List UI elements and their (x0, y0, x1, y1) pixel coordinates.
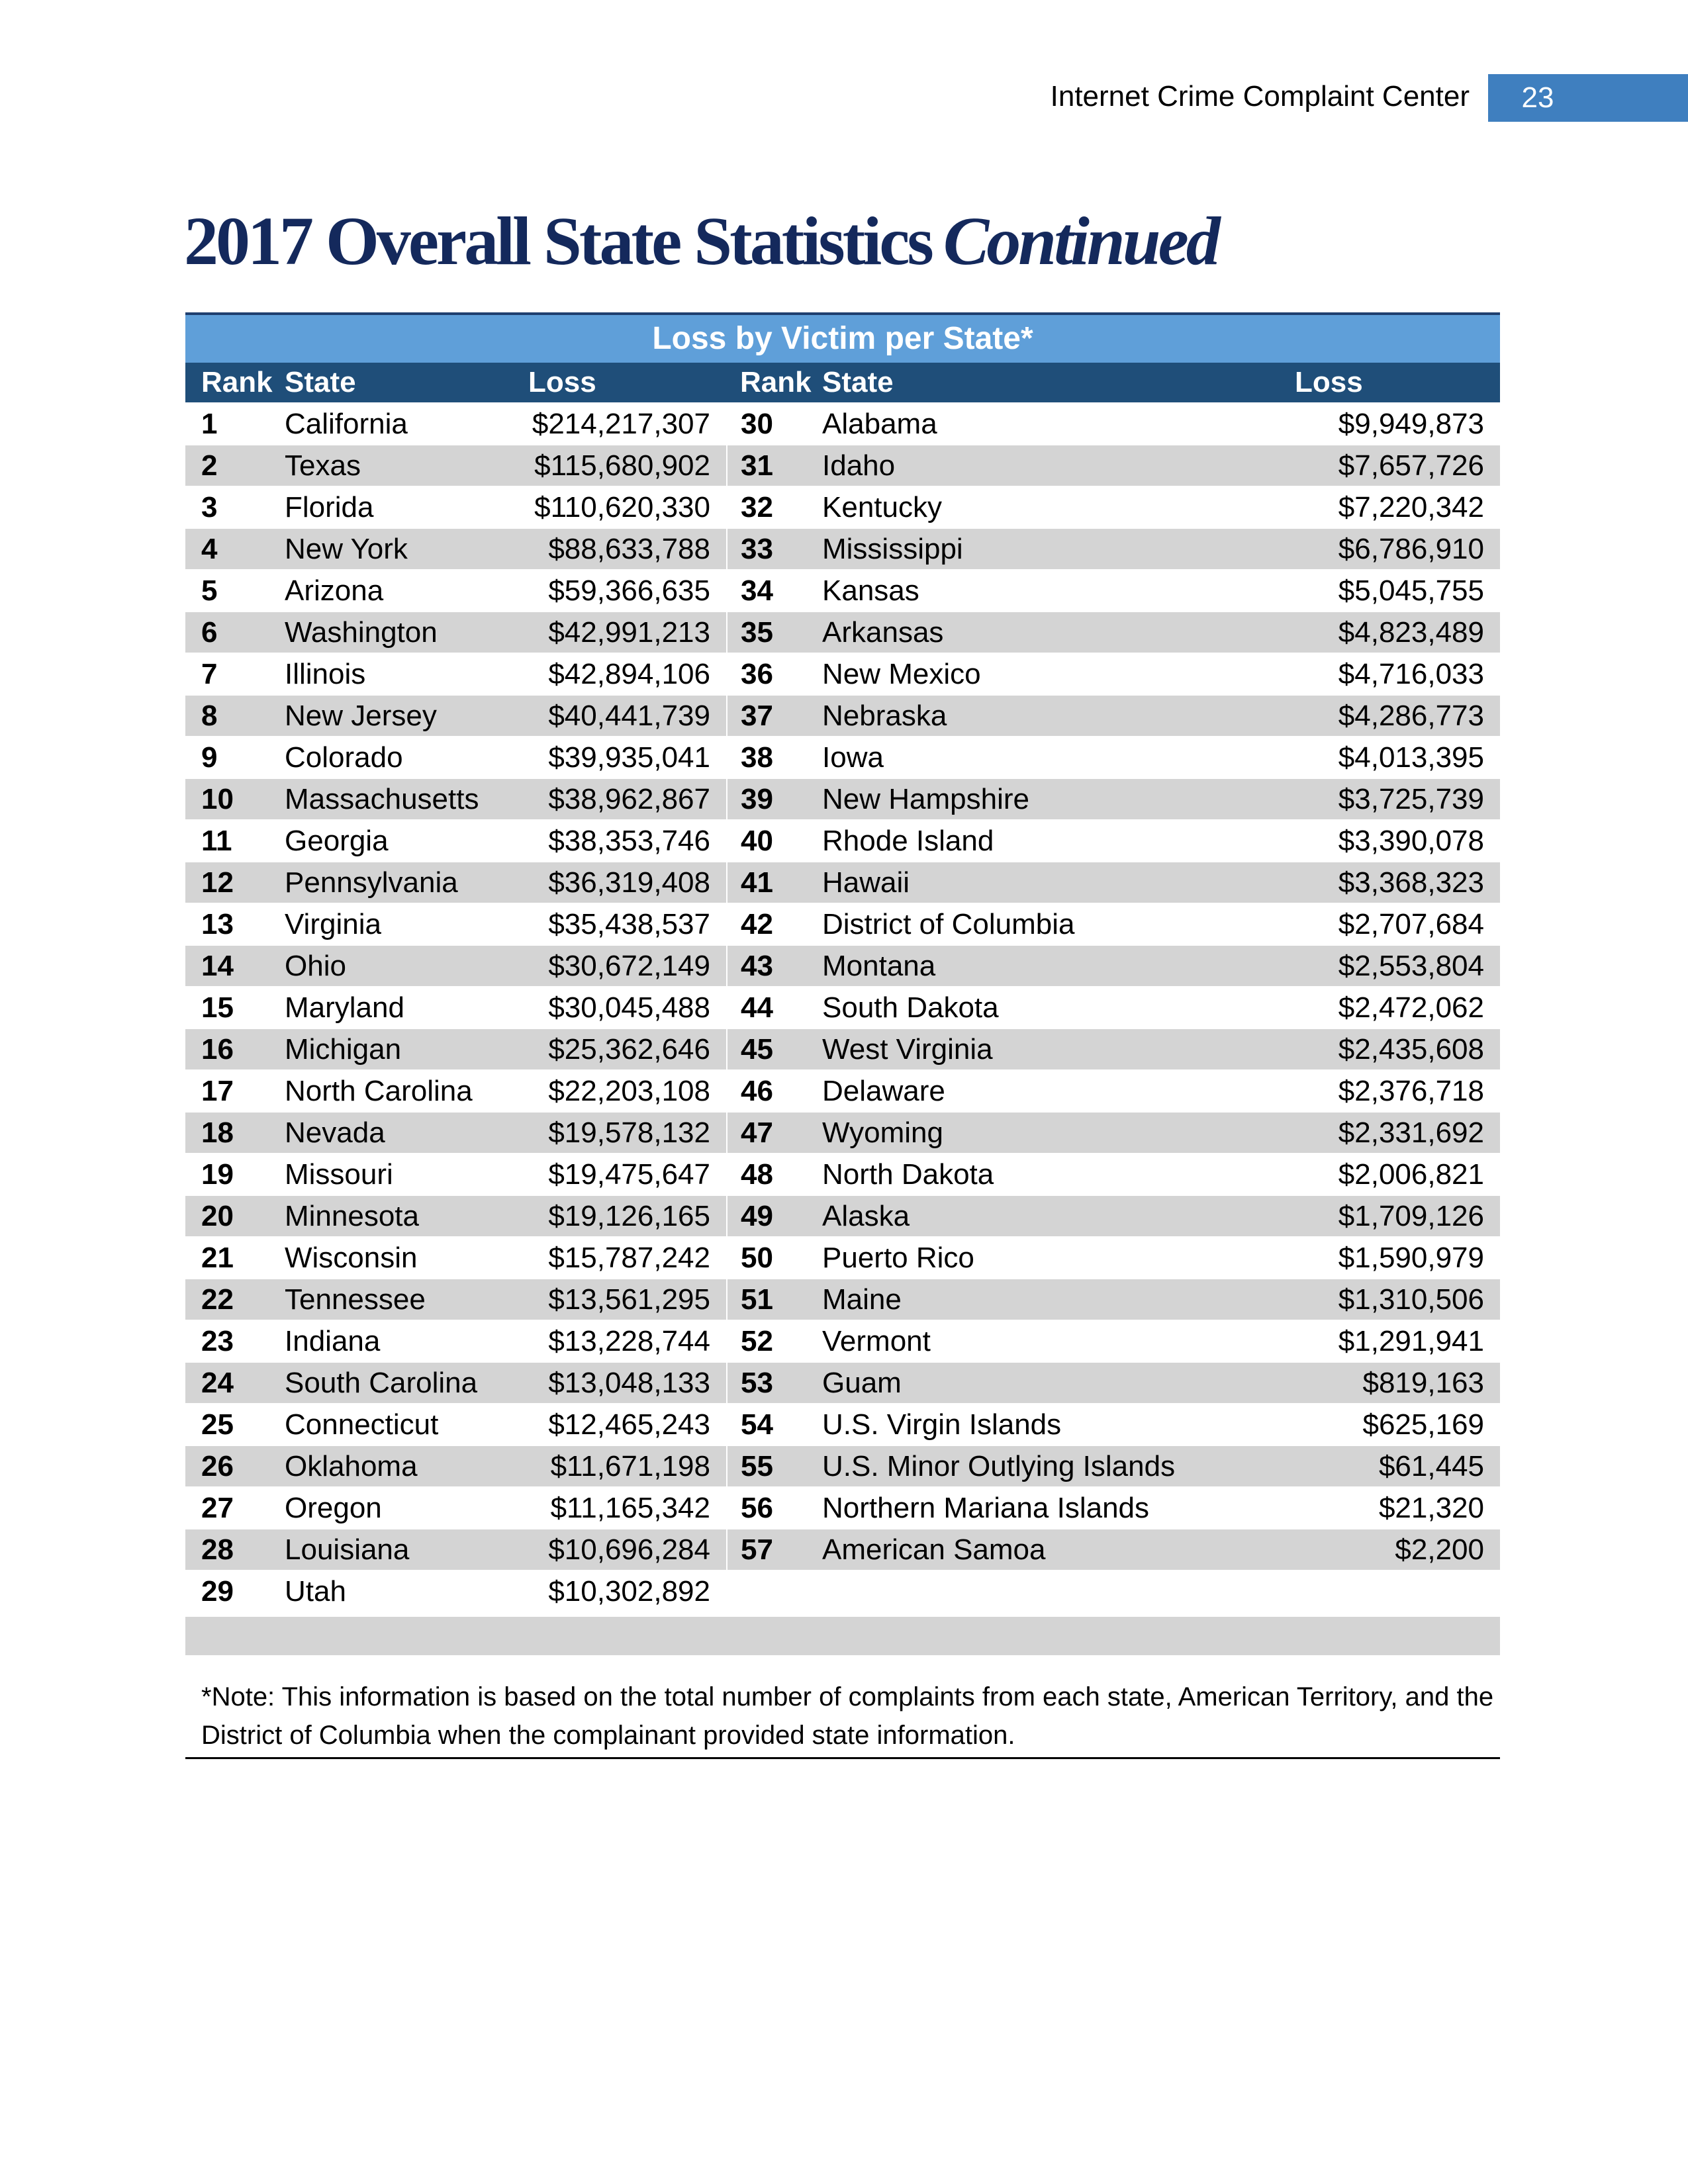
rank-cell: 50 (727, 1237, 822, 1279)
rank-cell: 28 (185, 1529, 285, 1570)
state-cell: Oregon (285, 1487, 528, 1529)
rank-cell: 11 (185, 820, 285, 862)
rank-cell: 30 (727, 403, 822, 445)
state-cell: Arkansas (822, 612, 1252, 653)
state-cell: Idaho (822, 445, 1252, 486)
state-cell: West Virginia (822, 1028, 1252, 1070)
table-row (185, 987, 1500, 1028)
rank-cell: 56 (727, 1487, 822, 1529)
loss-cell: $30,045,488 (528, 987, 727, 1028)
rank-cell: 23 (185, 1320, 285, 1362)
loss-cell: $38,353,746 (528, 820, 727, 862)
rank-cell: 47 (727, 1112, 822, 1154)
state-cell: Alaska (822, 1195, 1252, 1237)
column-header-state: State (285, 363, 528, 403)
rank-cell: 27 (185, 1487, 285, 1529)
state-cell (822, 1570, 1252, 1612)
state-cell: Massachusetts (285, 778, 528, 820)
state-cell: New Mexico (822, 653, 1252, 695)
table-body (185, 403, 1500, 1612)
state-cell: Texas (285, 445, 528, 486)
loss-cell: $1,590,979 (1252, 1237, 1500, 1279)
loss-cell: $4,286,773 (1252, 695, 1500, 737)
loss-cell: $1,291,941 (1252, 1320, 1500, 1362)
loss-cell: $25,362,646 (528, 1028, 727, 1070)
state-cell: South Dakota (822, 987, 1252, 1028)
table-row (185, 1070, 1500, 1112)
state-cell: Wyoming (822, 1112, 1252, 1154)
state-cell: Guam (822, 1362, 1252, 1404)
state-cell: District of Columbia (822, 903, 1252, 945)
table-row (185, 820, 1500, 862)
loss-cell: $21,320 (1252, 1487, 1500, 1529)
rank-cell: 5 (185, 570, 285, 612)
loss-table-container (185, 312, 1500, 1759)
table-row (185, 945, 1500, 987)
state-cell: Maryland (285, 987, 528, 1028)
loss-cell: $2,472,062 (1252, 987, 1500, 1028)
rank-cell: 6 (185, 612, 285, 653)
rank-cell: 32 (727, 486, 822, 528)
state-cell: North Carolina (285, 1070, 528, 1112)
loss-cell: $3,725,739 (1252, 778, 1500, 820)
loss-cell: $2,376,718 (1252, 1070, 1500, 1112)
rank-cell: 34 (727, 570, 822, 612)
rank-cell: 13 (185, 903, 285, 945)
table-row (185, 1028, 1500, 1070)
table-row (185, 1487, 1500, 1529)
rank-cell: 46 (727, 1070, 822, 1112)
table-row (185, 486, 1500, 528)
table-row (185, 1404, 1500, 1445)
loss-cell: $88,633,788 (528, 528, 727, 570)
loss-cell: $19,578,132 (528, 1112, 727, 1154)
rank-cell: 51 (727, 1279, 822, 1320)
state-cell: American Samoa (822, 1529, 1252, 1570)
loss-cell: $13,048,133 (528, 1362, 727, 1404)
rank-cell: 29 (185, 1570, 285, 1612)
column-header-loss: Loss (528, 363, 727, 403)
rank-cell: 8 (185, 695, 285, 737)
state-cell: Oklahoma (285, 1445, 528, 1487)
state-cell: Illinois (285, 653, 528, 695)
rank-cell: 31 (727, 445, 822, 486)
loss-cell: $36,319,408 (528, 862, 727, 903)
loss-cell: $2,200 (1252, 1529, 1500, 1570)
rank-cell: 49 (727, 1195, 822, 1237)
rank-cell: 7 (185, 653, 285, 695)
rank-cell: 52 (727, 1320, 822, 1362)
loss-cell: $35,438,537 (528, 903, 727, 945)
table-row (185, 653, 1500, 695)
loss-cell: $214,217,307 (528, 403, 727, 445)
table-row (185, 903, 1500, 945)
state-cell: Utah (285, 1570, 528, 1612)
loss-cell: $4,716,033 (1252, 653, 1500, 695)
loss-cell: $59,366,635 (528, 570, 727, 612)
loss-cell: $39,935,041 (528, 737, 727, 778)
state-cell: Louisiana (285, 1529, 528, 1570)
table-row (185, 1445, 1500, 1487)
loss-cell: $1,310,506 (1252, 1279, 1500, 1320)
rank-cell: 42 (727, 903, 822, 945)
loss-cell: $9,949,873 (1252, 403, 1500, 445)
state-cell: Florida (285, 486, 528, 528)
rank-cell: 1 (185, 403, 285, 445)
rank-cell: 26 (185, 1445, 285, 1487)
state-cell: New Jersey (285, 695, 528, 737)
column-header-state-2: State (822, 363, 1252, 403)
loss-cell: $40,441,739 (528, 695, 727, 737)
loss-cell: $3,368,323 (1252, 862, 1500, 903)
loss-cell: $4,823,489 (1252, 612, 1500, 653)
state-cell: Michigan (285, 1028, 528, 1070)
state-cell: Maine (822, 1279, 1252, 1320)
state-cell: Tennessee (285, 1279, 528, 1320)
table-row (185, 1529, 1500, 1570)
loss-by-state-table (185, 363, 1500, 1613)
rank-cell: 10 (185, 778, 285, 820)
rank-cell: 14 (185, 945, 285, 987)
rank-cell: 45 (727, 1028, 822, 1070)
state-cell: Iowa (822, 737, 1252, 778)
rank-cell: 37 (727, 695, 822, 737)
loss-cell: $2,553,804 (1252, 945, 1500, 987)
loss-cell: $110,620,330 (528, 486, 727, 528)
rank-cell: 20 (185, 1195, 285, 1237)
loss-cell (1252, 1570, 1500, 1612)
loss-cell: $2,331,692 (1252, 1112, 1500, 1154)
rank-cell: 48 (727, 1154, 822, 1195)
state-cell: Wisconsin (285, 1237, 528, 1279)
table-row (185, 778, 1500, 820)
state-cell: Rhode Island (822, 820, 1252, 862)
state-cell: Georgia (285, 820, 528, 862)
table-row (185, 1154, 1500, 1195)
table-row (185, 445, 1500, 486)
loss-cell: $2,707,684 (1252, 903, 1500, 945)
state-cell: Kentucky (822, 486, 1252, 528)
state-cell: Northern Mariana Islands (822, 1487, 1252, 1529)
rank-cell: 2 (185, 445, 285, 486)
loss-cell: $6,786,910 (1252, 528, 1500, 570)
table-row (185, 1320, 1500, 1362)
state-cell: Kansas (822, 570, 1252, 612)
header-org-name: Internet Crime Complaint Center (1050, 80, 1470, 113)
table-row (185, 1237, 1500, 1279)
rank-cell: 53 (727, 1362, 822, 1404)
rank-cell: 39 (727, 778, 822, 820)
loss-cell: $819,163 (1252, 1362, 1500, 1404)
rank-cell: 44 (727, 987, 822, 1028)
rank-cell: 18 (185, 1112, 285, 1154)
state-cell: Ohio (285, 945, 528, 987)
rank-cell: 43 (727, 945, 822, 987)
rank-cell: 25 (185, 1404, 285, 1445)
state-cell: New Hampshire (822, 778, 1252, 820)
loss-cell: $7,657,726 (1252, 445, 1500, 486)
loss-cell: $115,680,902 (528, 445, 727, 486)
state-cell: Hawaii (822, 862, 1252, 903)
loss-cell: $10,696,284 (528, 1529, 727, 1570)
state-cell: Delaware (822, 1070, 1252, 1112)
state-cell: Pennsylvania (285, 862, 528, 903)
loss-cell: $1,709,126 (1252, 1195, 1500, 1237)
page-title (184, 195, 1218, 288)
state-cell: Connecticut (285, 1404, 528, 1445)
table-row (185, 528, 1500, 570)
state-cell: North Dakota (822, 1154, 1252, 1195)
loss-cell: $4,013,395 (1252, 737, 1500, 778)
rank-cell: 41 (727, 862, 822, 903)
table-row (185, 403, 1500, 445)
rank-cell: 35 (727, 612, 822, 653)
loss-cell: $12,465,243 (528, 1404, 727, 1445)
column-header-loss-2: Loss (1252, 363, 1500, 403)
loss-cell: $61,445 (1252, 1445, 1500, 1487)
state-cell: Mississippi (822, 528, 1252, 570)
rank-cell: 36 (727, 653, 822, 695)
loss-cell: $10,302,892 (528, 1570, 727, 1612)
rank-cell: 4 (185, 528, 285, 570)
state-cell: Montana (822, 945, 1252, 987)
rank-cell: 57 (727, 1529, 822, 1570)
state-cell: Arizona (285, 570, 528, 612)
table-footer-band (185, 1617, 1500, 1655)
rank-cell: 22 (185, 1279, 285, 1320)
state-cell: Washington (285, 612, 528, 653)
state-cell: Nebraska (822, 695, 1252, 737)
state-cell: California (285, 403, 528, 445)
loss-cell: $7,220,342 (1252, 486, 1500, 528)
rank-cell: 21 (185, 1237, 285, 1279)
loss-cell: $19,126,165 (528, 1195, 727, 1237)
rank-cell: 40 (727, 820, 822, 862)
table-row (185, 695, 1500, 737)
table-row (185, 1570, 1500, 1612)
loss-cell: $42,991,213 (528, 612, 727, 653)
table-row (185, 737, 1500, 778)
loss-cell: $5,045,755 (1252, 570, 1500, 612)
rank-cell: 19 (185, 1154, 285, 1195)
footnote: *Note: This information is based on the total number of complaints from each state, American Territory, and the District of Columbia when the complainant provided state information. (185, 1655, 1500, 1759)
table-header-row (185, 363, 1500, 403)
loss-cell: $2,006,821 (1252, 1154, 1500, 1195)
rank-cell: 17 (185, 1070, 285, 1112)
table-row (185, 1195, 1500, 1237)
loss-cell: $38,962,867 (528, 778, 727, 820)
rank-cell: 16 (185, 1028, 285, 1070)
page-number-badge (1488, 74, 1688, 122)
state-cell: U.S. Minor Outlying Islands (822, 1445, 1252, 1487)
loss-cell: $13,561,295 (528, 1279, 727, 1320)
table-row (185, 1279, 1500, 1320)
table-row (185, 862, 1500, 903)
column-header-rank: Rank (185, 363, 285, 403)
page-title-suffix: Continued (943, 203, 1218, 279)
loss-cell: $3,390,078 (1252, 820, 1500, 862)
page-number: 23 (1521, 81, 1554, 114)
state-cell: Nevada (285, 1112, 528, 1154)
state-cell: Colorado (285, 737, 528, 778)
rank-cell: 33 (727, 528, 822, 570)
loss-cell: $11,671,198 (528, 1445, 727, 1487)
table-row (185, 1112, 1500, 1154)
rank-cell: 24 (185, 1362, 285, 1404)
state-cell: Virginia (285, 903, 528, 945)
table-row (185, 570, 1500, 612)
table-row (185, 1362, 1500, 1404)
loss-cell: $22,203,108 (528, 1070, 727, 1112)
state-cell: Puerto Rico (822, 1237, 1252, 1279)
state-cell: Vermont (822, 1320, 1252, 1362)
page-title-main: 2017 Overall State Statistics (184, 203, 931, 279)
state-cell: New York (285, 528, 528, 570)
state-cell: Indiana (285, 1320, 528, 1362)
loss-cell: $42,894,106 (528, 653, 727, 695)
state-cell: Missouri (285, 1154, 528, 1195)
loss-cell: $2,435,608 (1252, 1028, 1500, 1070)
rank-cell: 54 (727, 1404, 822, 1445)
rank-cell: 15 (185, 987, 285, 1028)
loss-cell: $30,672,149 (528, 945, 727, 987)
loss-cell: $19,475,647 (528, 1154, 727, 1195)
rank-cell: 55 (727, 1445, 822, 1487)
state-cell: South Carolina (285, 1362, 528, 1404)
rank-cell: 9 (185, 737, 285, 778)
state-cell: Alabama (822, 403, 1252, 445)
column-header-rank-2: Rank (727, 363, 822, 403)
rank-cell: 3 (185, 486, 285, 528)
state-cell: U.S. Virgin Islands (822, 1404, 1252, 1445)
table-row (185, 612, 1500, 653)
rank-cell (727, 1570, 822, 1612)
state-cell: Minnesota (285, 1195, 528, 1237)
loss-cell: $625,169 (1252, 1404, 1500, 1445)
rank-cell: 12 (185, 862, 285, 903)
loss-cell: $11,165,342 (528, 1487, 727, 1529)
rank-cell: 38 (727, 737, 822, 778)
loss-cell: $13,228,744 (528, 1320, 727, 1362)
loss-cell: $15,787,242 (528, 1237, 727, 1279)
table-caption: Loss by Victim per State* (185, 312, 1500, 363)
